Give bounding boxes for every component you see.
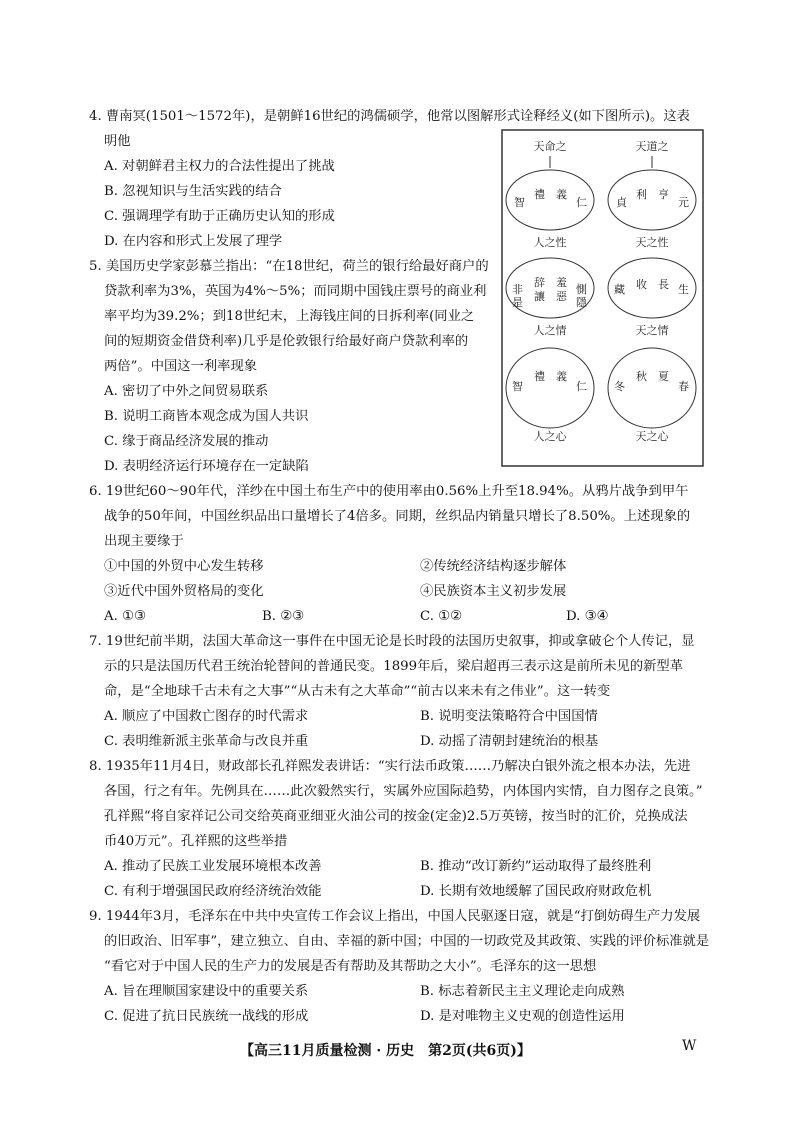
q6-item-1: ①中国的外贸中心发生转移 (104, 559, 264, 574)
fig-r1-0: 貞 (616, 196, 627, 209)
fig-right-top: 天道之 (635, 140, 669, 153)
q6-stem-line3: 出现主要缘于 (104, 534, 184, 549)
q9-option-a: A. 旨在理顺国家建设中的重要关系 (104, 984, 309, 999)
q9-option-d: D. 是对唯物主义史观的创造性运用 (420, 1009, 625, 1024)
q5-option-c: C. 缘于商品经济发展的推动 (104, 434, 269, 449)
q6-stem-line2: 战争的50年间，中国丝织品出口量增长了4倍多。同期，丝织品内销量只增长了8.50%。上述现象的 (104, 509, 691, 524)
fig-r1-2: 亨 (658, 188, 669, 201)
fig-l2b-1: 讓 (534, 290, 545, 303)
q9-option-b: B. 标志着新民主主义理论走向成熟 (420, 984, 625, 999)
q8-stem-line3: 孔祥熙“将自家祥记公司交给英商亚细亚火油公司的按金(定金)2.5万英镑，按当时的汇价，兑换成法 (104, 809, 688, 824)
q5-stem-line4: 间的短期资金借贷利率)几乎是伦敦银行给最好商户贷款利率的 (104, 334, 469, 349)
fig-r3-1: 秋 (636, 370, 647, 383)
q7-stem-line1: 7. 19世纪前半期，法国大革命这一事件在中国无论是长时段的法国历史叙事，抑或拿破仑个人传记，显 (89, 634, 695, 649)
q5-stem-line3: 率平均为39.2%；到18世纪末，上海钱庄间的日拆利率(同业之 (104, 309, 475, 324)
q7-option-b: B. 说明变法策略符合中国国情 (420, 709, 598, 724)
q7-option-d: D. 动摇了清朝封建统治的根基 (420, 734, 599, 749)
q8-option-c: C. 有利于增强国民政府经济统治效能 (104, 884, 322, 899)
q9-stem-line2: 的旧政治、旧军事”，建立独立、自由、幸福的新中国；中国的一切政党及其政策、实践的评价标准就是 (104, 934, 710, 949)
q6-option-a: A. ①③ (104, 609, 146, 624)
q5-stem-line5: 两倍”。中国这一利率现象 (104, 359, 258, 374)
q7-option-a: A. 顺应了中国救亡图存的时代需求 (104, 709, 309, 724)
q7-option-c: C. 表明维新派主张革命与改良并重 (104, 734, 309, 749)
fig-l2b-0: 是 (512, 296, 523, 309)
fig-left-mid2: 人之情 (533, 324, 567, 337)
q4-option-d: D. 在内容和形式上发展了理学 (104, 234, 283, 249)
q7-stem-line2: 示的只是法国历代君王统治轮替间的普通民变。1899年后，梁启超再三表示这是前所未见的新型革 (104, 659, 684, 674)
footer-mark: W (682, 1038, 697, 1054)
fig-left-bottom: 人之心 (533, 430, 567, 443)
fig-r2-2: 長 (658, 278, 669, 291)
q5-stem-line2: 贷款利率为3%，英国为4%～5%；而同期中国钱庄票号的商业利 (104, 284, 487, 299)
fig-l1-3: 仁 (576, 196, 587, 209)
fig-r3-0: 冬 (614, 380, 625, 393)
q9-stem-line1: 9. 1944年3月，毛泽东在中共中央宣传工作会议上指出，中国人民驱逐日寇，就是“打倒妨碍生产力发展 (89, 909, 701, 924)
fig-l2b-2: 惡 (556, 290, 567, 303)
page-footer: 【高三11月质量检测 · 历史 第2页(共6页)】 (240, 1043, 531, 1059)
fig-r1-1: 利 (636, 188, 647, 201)
q4-stem-line1: 4. 曹南冥(1501～1572年)，是朝鲜16世纪的鸿儒硕学，他常以图解形式诠释经义(如下图所示)。这表 (89, 109, 690, 124)
fig-l3-2: 義 (556, 370, 567, 383)
q8-stem-line1: 8. 1935年11月4日，财政部长孔祥熙发表讲话：“实行法币政策……乃解决白银外流之根本办法，先进 (89, 759, 691, 774)
q8-option-d: D. 长期有效地缓解了国民政府财政危机 (420, 884, 652, 899)
q9-option-c: C. 促进了抗日民族统一战线的形成 (104, 1009, 309, 1024)
q9-stem-line3: “看它对于中国人民的生产力的发展是否有帮助及其帮助之大小”。毛泽东的这一思想 (104, 959, 597, 974)
fig-l2b-3: 隱 (576, 296, 587, 309)
q4-option-c: C. 强调理学有助于正确历史认知的形成 (104, 209, 335, 224)
fig-r2-1: 收 (636, 278, 647, 291)
fig-right-bottom: 天之心 (635, 430, 669, 443)
fig-l1-2: 義 (556, 188, 567, 201)
fig-right-mid1: 天之性 (635, 236, 669, 249)
q8-option-a: A. 推动了民族工业发展环境根本改善 (104, 859, 322, 874)
fig-r2-3: 生 (678, 283, 689, 296)
q6-item-2: ②传统经济结构逐步解体 (420, 559, 567, 574)
fig-l2-0: 非 (512, 283, 523, 296)
fig-l3-3: 仁 (576, 380, 587, 393)
fig-left-mid1: 人之性 (533, 236, 567, 249)
fig-l2-1: 辞 (534, 276, 545, 289)
q8-option-b: B. 推动“改订新约”运动取得了最终胜利 (420, 859, 652, 874)
q6-option-b: B. ②③ (262, 609, 305, 624)
fig-left-top: 天命之 (533, 140, 567, 153)
fig-l3-0: 智 (512, 380, 523, 393)
q7-stem-line3: 命，是“全地球千古未有之大事”“从古未有之大革命”“前古以来未有之伟业”。这一转变 (104, 684, 611, 699)
fig-l1-1: 禮 (534, 188, 545, 201)
q6-option-d: D. ③④ (566, 609, 609, 624)
fig-r1-3: 元 (678, 196, 689, 209)
fig-l2-3: 惻 (576, 283, 587, 296)
q8-stem-line2: 各国，行之有年。先例具在……此次毅然实行，实属外应国际趋势，内体国内实情，自力图存之良策。” (104, 784, 703, 799)
q4-option-a: A. 对朝鲜君主权力的合法性提出了挑战 (104, 159, 335, 174)
q4-option-b: B. 忽视知识与生活实践的结合 (104, 184, 282, 199)
neo-confucian-diagram (500, 128, 705, 468)
fig-r3-3: 春 (678, 380, 689, 393)
q5-option-a: A. 密切了中外之间贸易联系 (104, 384, 269, 399)
q4-stem-line2: 明他 (104, 134, 131, 149)
fig-r2-0: 藏 (614, 283, 625, 296)
fig-right-mid2: 天之情 (635, 324, 669, 337)
fig-l2-2: 羞 (556, 276, 567, 289)
q8-stem-line4: 币40万元”。孔祥熙的这些举措 (104, 834, 288, 849)
q5-stem-line1: 5. 美国历史学家彭慕兰指出：“在18世纪，荷兰的银行给最好商户的 (89, 259, 489, 274)
q6-stem-line1: 6. 19世纪60～90年代，洋纱在中国土布生产中的使用率由0.56%上升至18.94%。从鸦片战争到甲午 (89, 484, 689, 499)
fig-l1-0: 智 (514, 196, 525, 209)
fig-r3-2: 夏 (658, 370, 669, 383)
q6-item-3: ③近代中国外贸格局的变化 (104, 584, 264, 599)
fig-l3-1: 禮 (534, 370, 545, 383)
q6-item-4: ④民族资本主义初步发展 (420, 584, 567, 599)
q5-option-d: D. 表明经济运行环境存在一定缺陷 (104, 459, 309, 474)
q6-option-c: C. ①② (420, 609, 462, 624)
q5-option-b: B. 说明工商皆本观念成为国人共识 (104, 409, 309, 424)
